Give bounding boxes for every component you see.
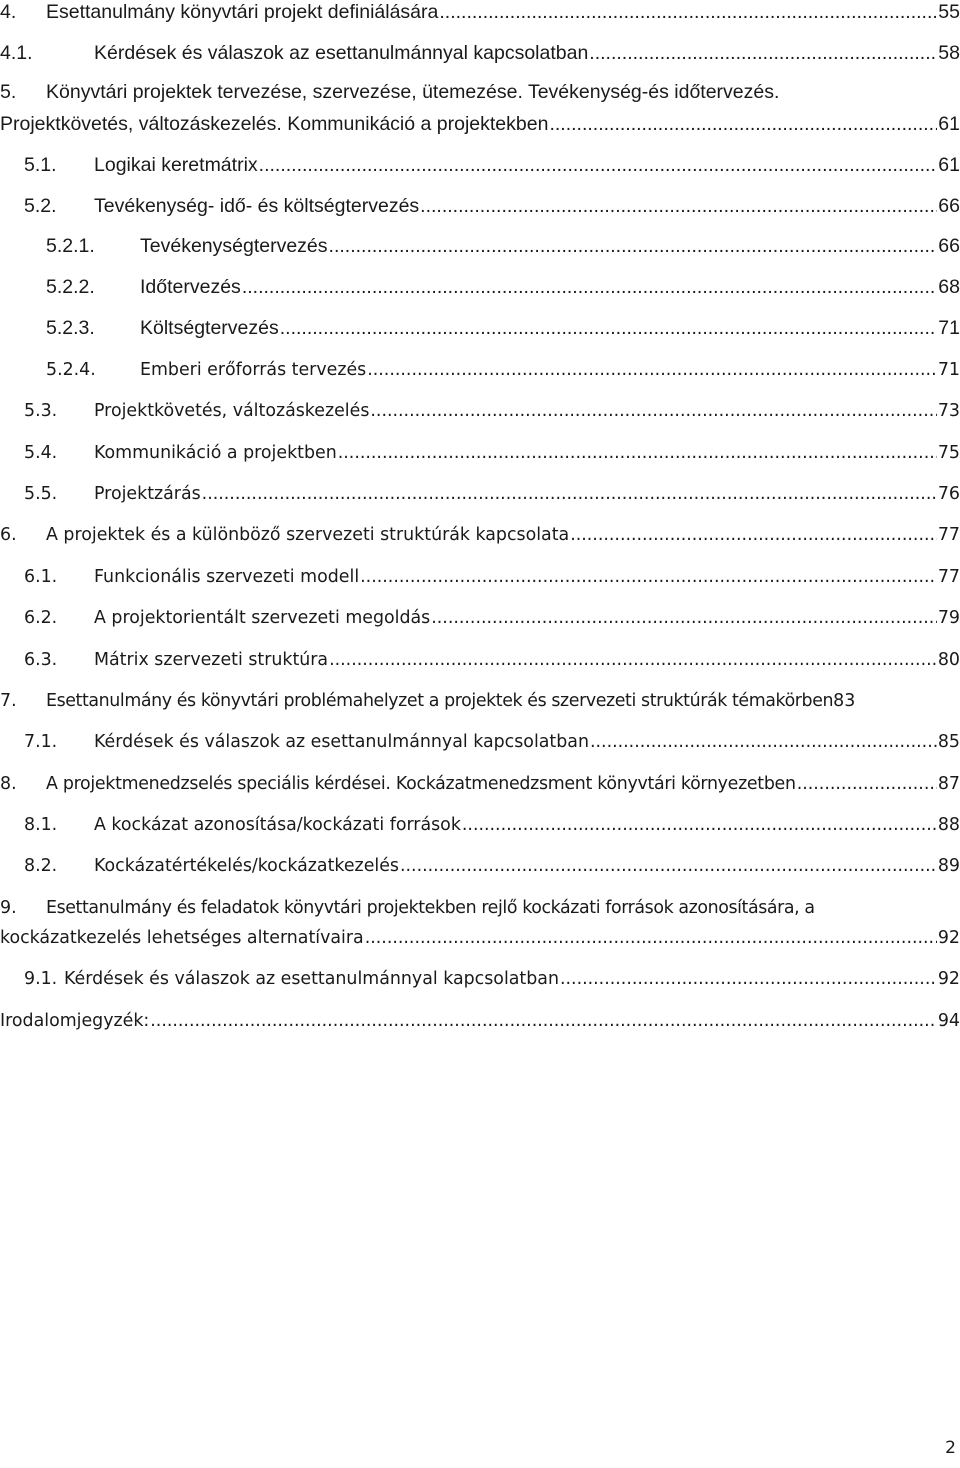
toc-entry-8-2[interactable] <box>24 853 960 879</box>
toc-entry-title: Könyvtári projektek tervezése, szervezése, ütemezése. Tevékenység-és időtervezés. <box>46 81 780 103</box>
toc-entry-8-1[interactable] <box>24 812 960 838</box>
toc-entry-title: Kérdések és válaszok az esettanulmánnyal kapcsolatban <box>94 732 589 752</box>
toc-entry-number: 7. <box>0 691 17 711</box>
toc-entry-number: 6.3. <box>24 650 58 670</box>
toc-entry-title: Esettanulmány és könyvtári problémahelyzet a projektek és szervezeti struktúrák témakörben <box>46 691 834 711</box>
toc-entry-title: A projektek és a különböző szervezeti struktúrák kapcsolata <box>46 525 570 545</box>
toc-entry-number: 5.3. <box>24 401 58 421</box>
toc-entry-title: A projektmenedzselés speciális kérdései. Kockázatmenedzsment könyvtári környezetben <box>46 774 796 794</box>
toc-entry-page: 87 <box>937 774 960 794</box>
toc-entry-page: 66 <box>938 195 960 217</box>
toc-leader-dots <box>400 853 937 879</box>
toc-leader-dots <box>370 398 936 424</box>
toc-entry-5-5[interactable] <box>24 481 960 507</box>
toc-entry-page: 71 <box>937 360 960 380</box>
toc-entry-6-2[interactable] <box>24 605 960 631</box>
toc-entry-title: Funkcionális szervezeti modell <box>94 567 360 587</box>
toc-entry-page: 88 <box>937 815 960 835</box>
toc-entry-title: Emberi erőforrás tervezés <box>140 360 367 380</box>
toc-entry-number: 5.2. <box>24 195 57 217</box>
toc-entry-page: 55 <box>938 1 960 23</box>
toc-entry-page: 94 <box>937 1011 960 1031</box>
toc-entry-number: 4.1. <box>0 42 33 64</box>
toc-leader-dots <box>420 193 937 219</box>
toc-entry-title: Kérdések és válaszok az esettanulmánnyal kapcsolatban <box>94 42 589 64</box>
toc-entry-number: 5.5. <box>24 484 58 504</box>
toc-entry-page: 58 <box>938 42 960 64</box>
toc-entry-title: Kérdések és válaszok az esettanulmánnyal kapcsolatban <box>64 969 559 989</box>
toc-entry-page: 85 <box>937 732 960 752</box>
toc-leader-dots <box>560 966 937 992</box>
toc-entry-7-1[interactable] <box>24 729 960 755</box>
toc-leader-dots <box>329 647 937 673</box>
toc-entry-title: Tevékenységtervezés <box>140 235 328 257</box>
toc-entry-9-cont[interactable] <box>0 925 960 951</box>
toc-entry-number: 8.1. <box>24 815 58 835</box>
toc-leader-dots <box>462 812 937 838</box>
toc-entry-page: 73 <box>937 401 960 421</box>
toc-entry-title: Esettanulmány és feladatok könyvtári projektekben rejlő kockázati források azonosítására, a <box>46 898 815 918</box>
toc-entry-5-2[interactable] <box>24 193 960 219</box>
toc-leader-dots <box>590 729 937 755</box>
toc-entry-6[interactable] <box>0 522 960 548</box>
toc-entry-number: 5.2.1. <box>46 235 95 257</box>
toc-leader-dots <box>570 522 937 548</box>
toc-entry-8[interactable] <box>0 771 960 797</box>
toc-leader-dots <box>329 233 938 259</box>
toc-entry-number: 6. <box>0 525 17 545</box>
toc-entry-title: A kockázat azonosítása/kockázati források <box>94 815 461 835</box>
toc-entry-title: Projektkövetés, változáskezelés. Kommunikáció a projektekben <box>0 113 549 135</box>
toc-entry-number: 5. <box>0 81 17 103</box>
toc-entry-page: 75 <box>937 443 960 463</box>
toc-entry-4[interactable] <box>0 0 960 25</box>
toc-entry-page: 83 <box>833 691 856 711</box>
toc-entry-5-2-4[interactable] <box>46 357 960 383</box>
toc-entry-title: Költségtervezés <box>140 317 279 339</box>
toc-entry-number: 5.2.4. <box>46 360 96 380</box>
toc-entry-number: 9.1. <box>24 969 58 989</box>
toc-entry-title: Kommunikáció a projektben <box>94 443 337 463</box>
toc-entry-title: Kockázatértékelés/kockázatkezelés <box>94 856 399 876</box>
toc-entry-5-cont[interactable] <box>0 111 960 137</box>
toc-entry-number: 8.2. <box>24 856 58 876</box>
toc-entry-number: 5.2.2. <box>46 276 95 298</box>
toc-entry-page: 77 <box>937 567 960 587</box>
toc-leader-dots <box>365 925 937 951</box>
toc-entry-title: Irodalomjegyzék: <box>0 1011 150 1031</box>
toc-leader-dots <box>589 40 937 66</box>
toc-leader-dots <box>150 1008 937 1034</box>
toc-entry-9-1[interactable] <box>24 966 960 992</box>
toc-entry-page: 61 <box>938 154 960 176</box>
toc-entry-page: 92 <box>937 969 960 989</box>
toc-entry-page: 89 <box>937 856 960 876</box>
toc-entry-title: Projektzárás <box>94 484 201 504</box>
toc-leader-dots <box>242 274 937 300</box>
toc-entry-5[interactable] <box>0 79 960 105</box>
toc-leader-dots <box>360 564 937 590</box>
toc-leader-dots <box>367 357 937 383</box>
toc-entry-page: 92 <box>937 928 960 948</box>
toc-leader-dots <box>338 440 937 466</box>
toc-entry-5-2-3[interactable] <box>46 315 960 341</box>
toc-entry-number: 5.4. <box>24 443 58 463</box>
toc-entry-5-1[interactable] <box>24 152 960 178</box>
toc-entry-title: Logikai keretmátrix <box>94 154 258 176</box>
toc-leader-dots <box>549 111 937 137</box>
toc-entry-number: 6.2. <box>24 608 58 628</box>
toc-entry-number: 5.2.3. <box>46 317 95 339</box>
toc-entry-number: 8. <box>0 774 17 794</box>
toc-entry-6-1[interactable] <box>24 564 960 590</box>
toc-leader-dots <box>439 0 937 25</box>
toc-leader-dots <box>202 481 937 507</box>
toc-entry-number: 4. <box>0 1 17 23</box>
toc-entry-page: 71 <box>938 317 960 339</box>
toc-entry-title: Mátrix szervezeti struktúra <box>94 650 329 670</box>
toc-entry-page: 68 <box>938 276 960 298</box>
toc-entry-title: Esettanulmány könyvtári projekt definiálására <box>46 1 439 23</box>
toc-entry-number: 7.1. <box>24 732 58 752</box>
toc-entry-page: 66 <box>938 235 960 257</box>
toc-entry-page: 77 <box>937 525 960 545</box>
toc-entry-number: 5.1. <box>24 154 57 176</box>
toc-entry-title: Projektkövetés, változáskezelés <box>94 401 370 421</box>
toc-entry-9[interactable] <box>0 895 960 921</box>
toc-entry-number: 9. <box>0 898 17 918</box>
toc-entry-number: 6.1. <box>24 567 58 587</box>
toc-entry-6-3[interactable] <box>24 647 960 673</box>
toc-entry-page: 61 <box>938 113 960 135</box>
toc-leader-dots <box>280 315 938 341</box>
toc-leader-dots <box>431 605 937 631</box>
toc-entry-title: Időtervezés <box>140 276 241 298</box>
toc-entry-title: kockázatkezelés lehetséges alternatívaira <box>0 928 364 948</box>
toc-entry-5-2-2[interactable] <box>46 274 960 300</box>
toc-entry-page: 80 <box>937 650 960 670</box>
toc-entry-7[interactable] <box>0 688 960 714</box>
toc-entry-5-3[interactable] <box>24 398 960 424</box>
toc-entry-5-2-1[interactable] <box>46 233 960 259</box>
toc-entry-page: 76 <box>937 484 960 504</box>
toc-entry-4-1[interactable] <box>0 40 960 66</box>
toc-leader-dots <box>259 152 938 178</box>
toc-entry-5-4[interactable] <box>24 440 960 466</box>
toc-entry-page: 79 <box>937 608 960 628</box>
toc-entry-title: A projektorientált szervezeti megoldás <box>94 608 431 628</box>
page-number: 2 <box>945 1438 956 1458</box>
toc-entry-bibliography[interactable] <box>0 1008 960 1034</box>
toc-entry-title: Tevékenység- idő- és költségtervezés <box>94 195 420 217</box>
toc-leader-dots <box>797 771 937 797</box>
